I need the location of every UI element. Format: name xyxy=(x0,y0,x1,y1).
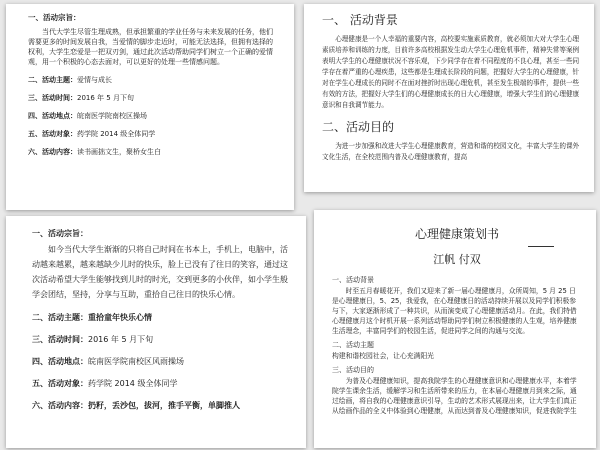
location-value: 皖南医学院南校区风雨操场 xyxy=(88,357,184,366)
theme-text: 构建和谐校园社会，让心充满阳光 xyxy=(332,352,434,360)
location-value: 皖南医学院南校区操场 xyxy=(77,112,147,120)
audience-value: 药学院 2014 级全体同学 xyxy=(77,130,156,138)
document-page-childhood-plan xyxy=(6,216,306,448)
audience-value: 药学院 2014 级全体同学 xyxy=(88,379,178,388)
audience-label: 五、活动对象： xyxy=(32,379,88,388)
section-background-text: 心理健康是一个人幸福的重要内容，高校要实施素质教育，就必须加大对大学生心理素质培养和训练的力度，目前许多高校根据发生动大学生心理危机事件，精神失常等案例表明大学生的心理健康状况不容乐观，下少同学存在着不同程度的不良心理，甚至一些同学存在着严重的心理疾患，这些都是生理成长阶段的问题，把握好大学生的心理健康，针对在学生心理成长的同时不在面对挫折时出现心理危机，甚至发生极端的事件，提供一些有效的方法，把握好大学生们的心理健康成长的日大心理健康，增强大学生们的心理健康意识和自我调节能力。 xyxy=(322,35,580,109)
doc-title: 心理健康策划书 xyxy=(414,227,499,241)
content-value: 扔籽，丢沙包，拔河，推手平衡，单脚推人 xyxy=(88,401,240,410)
purpose-text: 如今当代大学生渐渐的只将自己时间在书本上，手机上，电脑中，活动越来越累，越来越缺少儿时的快乐，脸上已没有了往日的笑容，通过这次活动希望大学生能够找到儿时的时光，交到更多的小伙伴，如小学生般学会团结，坚持，分享与互助，重拾自己往日的快乐心情。 xyxy=(32,245,288,299)
time-value: 2016 年 5 月下旬 xyxy=(88,335,154,344)
document-page-mental-health-plan xyxy=(314,210,596,448)
title-underline xyxy=(528,246,554,247)
background-heading: 一、活动背景 xyxy=(332,276,374,284)
theme-heading: 二、活动主题 xyxy=(332,341,374,349)
purpose-heading: 一、活动宗旨： xyxy=(32,229,88,238)
content-row xyxy=(32,400,290,412)
purpose-text: 为普及心理健康知识，提高我院学生的心理健康意识和心理健康水平，本着学院学生课余生活，缓解学习和生活所带来的压力，在本届心理健康月到来之际，通过绘画，将自我的心理健康意识引导，生动的艺术形式展现出来，让大学生们真正从绘画作品的全义中体验到心理健康，从而达到普及心理健康知识，促进我院学生 xyxy=(332,377,577,415)
theme-label: 二、活动主题： xyxy=(32,313,88,322)
time-value: 2016 年 5 月下旬 xyxy=(77,94,134,102)
purpose-text: 当代大学生尽管生理成熟，但承担繁重的学业任务与未来发展的任务，他们需要更多的时间发展自我，当爱情的脚步走近时，可能无法选择，但拥有选择的权利，大学生恋爱是一把双刃剑，通过此次活动帮助同学们树立一个正确的爱情观，用一个积极的心态去面对，可以更好的处理一些情感问题。 xyxy=(28,28,273,66)
section-purpose-heading: 二、活动目的 xyxy=(322,120,395,134)
section-purpose-text: 为进一步加强和改进大学生心理健康教育，营造和谐的校园文化，丰富大学生的课外文化生活，在全校范围内普及心理健康教育，提高 xyxy=(322,142,580,161)
audience-row xyxy=(28,129,276,139)
time-row xyxy=(32,334,290,346)
theme-row xyxy=(32,312,290,324)
section-background-heading: 一、 活动背景 xyxy=(322,13,398,27)
time-label: 三、活动时间： xyxy=(32,335,88,344)
audience-label: 五、活动对象： xyxy=(28,130,77,138)
background-text: 时至五月春暖花开，我们又迎来了新一届心理健康月，众所周知，5 月 25 日是心理健康日，5、25，我爱我，在心理健康日的活动持续开展以及同学们积极参与下，大家逐渐形成了一种共识，从而演变成了心理健康活动月。在此，我们特借心理健康月这个时机开展一系列活动帮助同学们树立积极健康的人生观，培养健康生活理念，丰富同学们的校园生活，促进同学之间的沟通与交流。 xyxy=(332,287,577,335)
content-label: 六、活动内容： xyxy=(28,148,77,156)
theme-row xyxy=(28,75,276,85)
content-value: 读书画拙文生，聚桥女生白 xyxy=(77,148,161,156)
document-page-love-plan xyxy=(6,4,294,210)
location-label: 四、活动地点： xyxy=(28,112,77,120)
theme-value: 爱情与成长 xyxy=(77,76,112,84)
purpose-heading: 一、活动宗旨： xyxy=(28,13,81,22)
theme-label: 二、活动主题： xyxy=(28,76,77,84)
location-label: 四、活动地点： xyxy=(32,357,88,366)
location-row xyxy=(32,356,290,368)
doc-authors: 江帆 付双 xyxy=(433,253,481,266)
time-row xyxy=(28,93,276,103)
audience-row xyxy=(32,378,290,390)
theme-value: 重拾童年快乐心情 xyxy=(88,313,152,322)
purpose-heading: 三、活动目的 xyxy=(332,366,374,374)
time-label: 三、活动时间： xyxy=(28,94,77,102)
document-page-background xyxy=(304,4,594,192)
content-label: 六、活动内容： xyxy=(32,401,88,410)
location-row xyxy=(28,111,276,121)
content-row xyxy=(28,147,276,157)
